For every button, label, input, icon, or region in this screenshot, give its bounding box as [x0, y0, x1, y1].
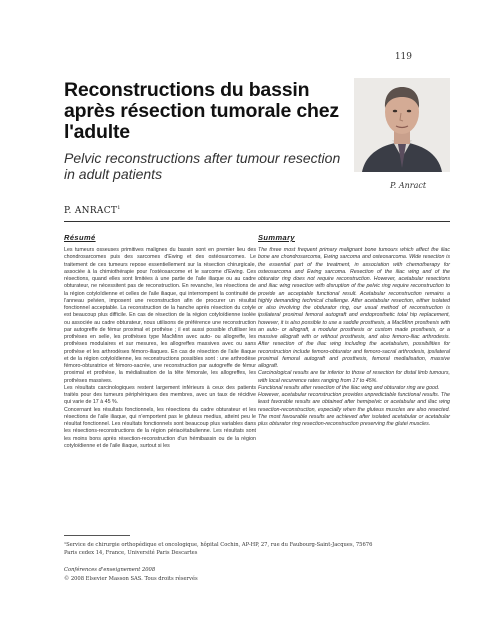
photo-caption: P. Anract — [390, 181, 427, 190]
summary-abstract-english — [258, 247, 450, 428]
resume-heading: Résumé — [64, 233, 96, 242]
article-title-french: Reconstructions du bassin après résection tumorale chez l'adulte — [64, 79, 339, 143]
article-title-english: Pelvic reconstructions after tumour resection in adult patients — [64, 150, 341, 182]
summary-paragraph: However, acetabular reconstruction provides unpredictable functional results. The least favorable results are obtained after hemipelvic or acetabular and iliac wing resection-reconstruction, especially when the gluteus muscles are also resected. The most favourable results are achieved after isolated acetabular or acetabular plus obturator ring resection-reconstruction preserving the glutei muscles. — [258, 392, 450, 427]
author-affiliation-marker: 1 — [117, 205, 121, 211]
author-portrait-photo — [354, 78, 450, 172]
page-number: 119 — [394, 52, 412, 62]
footnote-divider — [64, 535, 130, 536]
author-byline — [64, 205, 121, 216]
resume-paragraph: Les résultats carcinologiques restent largement inférieurs à ceux des patients traités pour des tumeurs périphériques des membres, avec un taux de récidive qui varie de 17 à 45 %. — [64, 384, 256, 406]
resume-paragraph: Concernant les résultats fonctionnels, les résections du cadre obturateur et les résections de l'aile iliaque, qui n'emportent pas le gluteus medius, atteint peu le résultat fonctionnel. Les résultats fonctionnels sont beaucoup plus variables dans les résections-reconstructions de la région périacétabulienne. Les résultats sont les moins bons après résection-reconstruction d'un hémibassin ou de la région cotyloïdienne et de l'aile iliaque, surtout si les — [64, 406, 256, 449]
summary-paragraph: The three most frequent primary malignant bone tumours which affect the iliac bone are chondrosarcoma, Ewing sarcoma and osteosarcoma. Wide resection is the essential part of the treatment, in association with chemotherapy for osteosarcoma and Ewing sarcoma. Resection of the iliac wing and of the obturator ring does not require reconstruction. However, acetabular resections and iliac wing resection with disruption of the pelvic ring require reconstruction to provide an acceptable functional result. Acetabular reconstruction remains a highly demanding technical challenge. After acetabular resection, either isolated or also involving the obdurator ring, our usual method of reconstruction is ipsilateral proximal femoral autograft and endoprosthetic total hip replacement, however, it is also possible to use a saddle prosthesis, a MacMinn prosthesis with an auto- or allograft, a modular prosthesis or custom made prosthesis, or a massive allograft with or without prosthesis, and also femoro-iliac arthrodesis. After resection of the iliac wing including the acetabulum, possibilities for reconstruction include femoro-obturator and femoro-sacral arthrodesis, ipsilateral proximal femoral autograft and prosthesis, femoral medialisation, massive allograft. — [258, 247, 450, 369]
journal-name: Conférences d'enseignement 2008 — [64, 567, 156, 573]
portrait-illustration — [354, 78, 450, 172]
summary-heading: Summary — [258, 233, 295, 242]
header-divider — [64, 221, 450, 222]
summary-paragraph: Functional results after resection of the iliac wing and obturator ring are good. — [258, 384, 440, 391]
affiliation-footnote: ¹Service de chirurgie orthopédique et oncologique, hôpital Cochin, AP-HP, 27, rue du Faubourg-Saint-Jacques, 75676 Paris cedex 14, France, Université Paris Descartes — [64, 542, 373, 556]
summary-paragraph: Carcinological results are far inferior to those of resection for distal limb tumours, with local recurrence rates ranging from 17 to 45%. — [258, 370, 450, 384]
resume-abstract-french — [64, 247, 256, 450]
copyright-notice: © 2008 Elsevier Masson SAS. Tous droits réservés — [64, 576, 198, 582]
resume-paragraph: Les tumeurs osseuses primitives malignes du bassin sont en premier lieu des chondrosarcomes puis des sarcomes d'Ewing et des ostéosarcomes. Le traitement de ces tumeurs repose essentiellement sur la résection chirurgicale, associée à la chimiothérapie pour l'ostéosarcome et le sarcome d'Ewing. Ces résections, quand elles sont limitées à une partie de l'aile iliaque ou au cadre obturateur, ne nécessitent pas de reconstruction. En revanche, les résections de la région cotyloïdienne et celles de l'aile iliaque, qui interrompent la continuité de l'anneau pelvien, imposent une reconstruction afin de procurer un résultat fonctionnel acceptable. La reconstruction de la hanche après résection du cotyle est beaucoup plus difficile. En cas de résection de la région cotyloïdienne isolée ou associée au cadre obturateur, nous utilisons de préférence une reconstruction par autogreffe de fémur proximal et prothèse ; il est aussi possible d'utiliser les prothèses en selle, les prothèses type MacMinn avec auto- ou allogreffe, les prothèses modulaires et sur mesures, les allogreffes massives avec ou sans prothèse et les arthrodèses fémoro-iliaques. En cas de résection de l'aile iliaque et de la région cotyloïdienne, les reconstructions possibles sont : une arthrodèse fémoro-obturatrice et fémoro-sacrée, une reconstruction par autogreffe de fémur proximal et prothèse, la médialisation de la tête fémorale, les allogreffes, les prothèses massives. — [64, 247, 256, 384]
author-name: P. ANRACT — [64, 206, 118, 216]
